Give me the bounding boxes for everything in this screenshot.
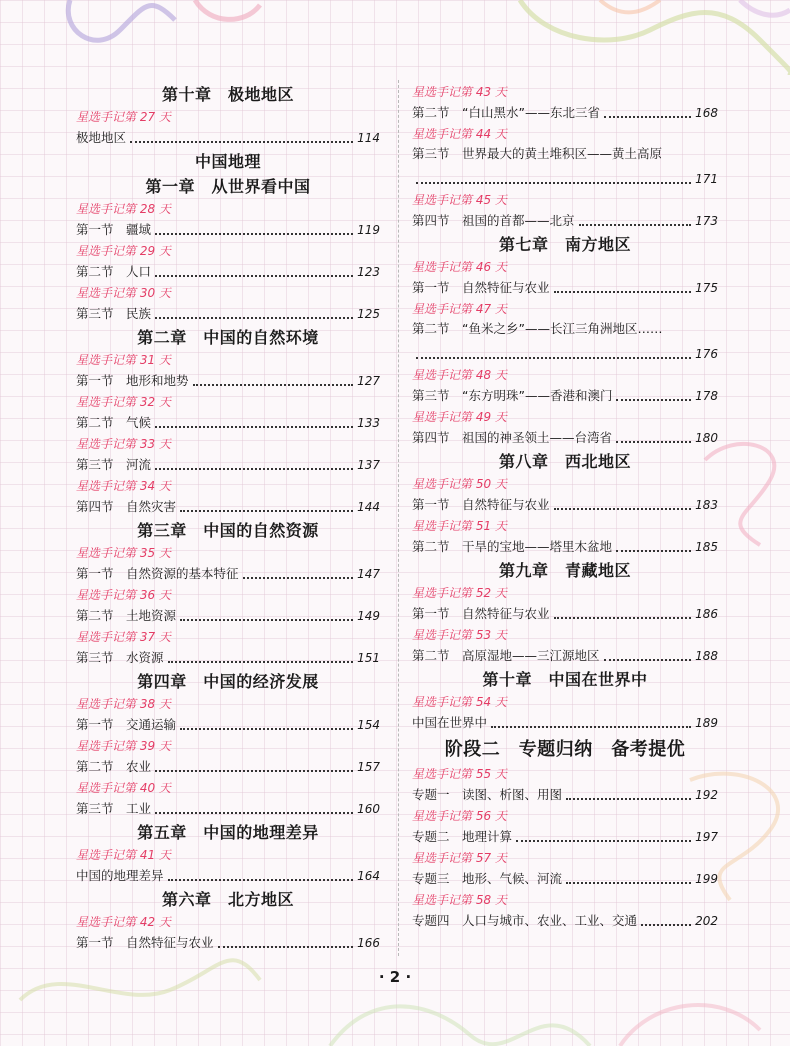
toc-entry-page: 192 bbox=[695, 788, 718, 802]
day-label: 星选手记第 54 天 bbox=[412, 695, 507, 709]
toc-entry-page: 197 bbox=[695, 830, 718, 844]
dot-leader bbox=[604, 659, 692, 661]
dot-leader bbox=[616, 550, 691, 552]
day-label: 星选手记第 57 天 bbox=[412, 851, 507, 865]
dot-leader bbox=[180, 619, 353, 621]
toc-entry-page: 144 bbox=[357, 500, 380, 514]
toc-entry[interactable] bbox=[412, 784, 718, 806]
dot-leader bbox=[554, 291, 692, 293]
toc-entry[interactable] bbox=[412, 427, 718, 449]
toc-entry-title: 第三节 “东方明珠”——香港和澳门 bbox=[412, 388, 613, 403]
toc-entry[interactable] bbox=[412, 102, 718, 124]
chapter-heading: 第三章 中国的自然资源 bbox=[137, 521, 319, 540]
toc-entry-title: 专题三 地形、气候、河流 bbox=[412, 871, 563, 886]
toc-entry-title: 专题一 读图、析图、用图 bbox=[412, 787, 563, 802]
dot-leader bbox=[516, 840, 691, 842]
page-number: · 2 · bbox=[378, 968, 412, 986]
toc-entry-page: 171 bbox=[695, 172, 718, 186]
toc-entry[interactable] bbox=[76, 563, 380, 585]
toc-entry-title: 极地地区 bbox=[76, 130, 127, 145]
day-label: 星选手记第 33 天 bbox=[76, 437, 171, 451]
toc-entry-page: 189 bbox=[695, 716, 718, 730]
dot-leader bbox=[416, 357, 691, 359]
toc-entry-page: 157 bbox=[357, 760, 380, 774]
column-divider bbox=[398, 80, 399, 956]
day-label: 星选手记第 39 天 bbox=[76, 739, 171, 753]
dot-leader bbox=[641, 924, 691, 926]
toc-entry[interactable] bbox=[412, 536, 718, 558]
day-label: 星选手记第 27 天 bbox=[76, 110, 171, 124]
toc-entry[interactable] bbox=[76, 370, 380, 392]
toc-entry-title: 第二节 “白山黑水”——东北三省 bbox=[412, 105, 600, 120]
toc-entry[interactable] bbox=[76, 261, 380, 283]
dot-leader bbox=[155, 317, 353, 319]
toc-entry-title: 专题二 地理计算 bbox=[412, 829, 513, 844]
toc-entry-title: 第四节 祖国的神圣领土——台湾省 bbox=[412, 430, 613, 445]
dot-leader bbox=[155, 426, 353, 428]
toc-entry-page: 185 bbox=[695, 540, 718, 554]
toc-entry-page: 119 bbox=[357, 223, 380, 237]
chapter-heading: 第七章 南方地区 bbox=[498, 235, 631, 254]
day-label: 星选手记第 28 天 bbox=[76, 202, 171, 216]
toc-entry-page: 168 bbox=[695, 106, 718, 120]
chapter-heading: 第六章 北方地区 bbox=[161, 890, 294, 909]
toc-entry-title: 第二节 “鱼米之乡”——长江三角洲地区…… bbox=[412, 321, 663, 336]
toc-entry[interactable] bbox=[76, 127, 380, 149]
day-label: 星选手记第 45 天 bbox=[412, 193, 507, 207]
toc-entry-page: 114 bbox=[357, 131, 380, 145]
toc-entry[interactable] bbox=[76, 303, 380, 325]
toc-entry-title: 中国的地理差异 bbox=[76, 868, 164, 883]
toc-entry-title: 专题四 人口与城市、农业、工业、交通 bbox=[412, 913, 638, 928]
toc-entry-page: 183 bbox=[695, 498, 718, 512]
toc-entry-title: 第三节 世界最大的黄土堆积区——黄土高原 bbox=[412, 146, 663, 161]
dot-leader bbox=[218, 946, 354, 948]
dot-leader bbox=[416, 182, 691, 184]
toc-entry-page: 123 bbox=[357, 265, 380, 279]
toc-entry-title: 第一节 地形和地势 bbox=[76, 373, 189, 388]
chapter-heading: 第二章 中国的自然环境 bbox=[137, 328, 319, 347]
dot-leader bbox=[616, 399, 691, 401]
day-label: 星选手记第 48 天 bbox=[412, 368, 507, 382]
toc-entry[interactable] bbox=[412, 494, 718, 516]
day-label: 星选手记第 55 天 bbox=[412, 767, 507, 781]
toc-entry-page: 199 bbox=[695, 872, 718, 886]
toc-entry-page: 125 bbox=[357, 307, 380, 321]
toc-entry[interactable] bbox=[412, 385, 718, 407]
dot-leader bbox=[155, 812, 353, 814]
toc-entry-title: 第三节 水资源 bbox=[76, 650, 164, 665]
dot-leader bbox=[604, 116, 691, 118]
toc-entry-page: 180 bbox=[695, 431, 718, 445]
day-label: 星选手记第 38 天 bbox=[76, 697, 171, 711]
toc-entry-page: 137 bbox=[357, 458, 380, 472]
toc-entry-title: 第一节 自然资源的基本特征 bbox=[76, 566, 239, 581]
dot-leader bbox=[180, 510, 353, 512]
toc-entry[interactable] bbox=[412, 277, 718, 299]
chapter-heading: 第四章 中国的经济发展 bbox=[137, 672, 319, 691]
day-label: 星选手记第 32 天 bbox=[76, 395, 171, 409]
day-label: 星选手记第 53 天 bbox=[412, 628, 507, 642]
toc-entry[interactable] bbox=[412, 319, 718, 340]
day-label: 星选手记第 34 天 bbox=[76, 479, 171, 493]
day-label: 星选手记第 30 天 bbox=[76, 286, 171, 300]
toc-entry[interactable] bbox=[412, 868, 718, 890]
toc-entry-page: 178 bbox=[695, 389, 718, 403]
chapter-heading: 第五章 中国的地理差异 bbox=[137, 823, 319, 842]
dot-leader bbox=[155, 468, 353, 470]
toc-entry[interactable] bbox=[412, 645, 718, 667]
toc-entry-title: 第一节 交通运输 bbox=[76, 717, 177, 732]
dot-leader bbox=[566, 882, 691, 884]
toc-entry-continuation[interactable] bbox=[412, 165, 718, 190]
day-label: 星选手记第 31 天 bbox=[76, 353, 171, 367]
toc-entry[interactable] bbox=[76, 605, 380, 627]
toc-entry-title: 第一节 自然特征与农业 bbox=[412, 606, 550, 621]
chapter-heading: 第一章 从世界看中国 bbox=[145, 177, 311, 196]
toc-entry-title: 第二节 气候 bbox=[76, 415, 152, 430]
day-label: 星选手记第 29 天 bbox=[76, 244, 171, 258]
toc-entry-page: 186 bbox=[695, 607, 718, 621]
day-label: 星选手记第 42 天 bbox=[76, 915, 171, 929]
toc-entry-page: 173 bbox=[695, 214, 718, 228]
chapter-heading: 第十章 极地地区 bbox=[161, 85, 294, 104]
chapter-heading: 中国地理 bbox=[194, 152, 261, 171]
day-label: 星选手记第 46 天 bbox=[412, 260, 507, 274]
toc-entry-title: 第四节 自然灾害 bbox=[76, 499, 177, 514]
toc-entry-title: 第二节 高原湿地——三江源地区 bbox=[412, 648, 600, 663]
toc-entry[interactable] bbox=[412, 826, 718, 848]
toc-entry[interactable] bbox=[76, 865, 380, 887]
dot-leader bbox=[168, 879, 354, 881]
toc-entry-title: 第一节 自然特征与农业 bbox=[412, 497, 550, 512]
toc-entry-page: 133 bbox=[357, 416, 380, 430]
day-label: 星选手记第 58 天 bbox=[412, 893, 507, 907]
toc-entry-title: 第二节 土地资源 bbox=[76, 608, 177, 623]
toc-entry-page: 164 bbox=[357, 869, 380, 883]
toc-entry[interactable] bbox=[76, 412, 380, 434]
day-label: 星选手记第 36 天 bbox=[76, 588, 171, 602]
dot-leader bbox=[168, 661, 354, 663]
day-label: 星选手记第 56 天 bbox=[412, 809, 507, 823]
toc-entry[interactable] bbox=[76, 219, 380, 241]
toc-entry[interactable] bbox=[412, 910, 718, 932]
toc-left-column bbox=[76, 82, 380, 954]
day-label: 星选手记第 41 天 bbox=[76, 848, 171, 862]
toc-entry-page: 127 bbox=[357, 374, 380, 388]
toc-entry-title: 第四节 祖国的首都——北京 bbox=[412, 213, 575, 228]
toc-entry[interactable] bbox=[76, 454, 380, 476]
toc-entry-title: 第三节 工业 bbox=[76, 801, 152, 816]
toc-entry-page: 202 bbox=[695, 914, 718, 928]
toc-entry-title: 中国在世界中 bbox=[412, 715, 488, 730]
dot-leader bbox=[491, 726, 691, 728]
day-label: 星选手记第 50 天 bbox=[412, 477, 507, 491]
toc-entry-page: 166 bbox=[357, 936, 380, 950]
dot-leader bbox=[193, 384, 354, 386]
toc-entry[interactable] bbox=[412, 210, 718, 232]
toc-entry-page: 154 bbox=[357, 718, 380, 732]
dot-leader bbox=[554, 617, 692, 619]
chapter-heading: 第八章 西北地区 bbox=[498, 452, 631, 471]
toc-entry-title: 第一节 自然特征与农业 bbox=[412, 280, 550, 295]
toc-entry-page: 149 bbox=[357, 609, 380, 623]
chapter-heading: 第十章 中国在世界中 bbox=[482, 670, 648, 689]
dot-leader bbox=[554, 508, 692, 510]
toc-entry-page: 176 bbox=[695, 347, 718, 361]
day-label: 星选手记第 52 天 bbox=[412, 586, 507, 600]
toc-entry-title: 第二节 干旱的宝地——塔里木盆地 bbox=[412, 539, 613, 554]
dot-leader bbox=[566, 798, 691, 800]
toc-entry-title: 第一节 疆域 bbox=[76, 222, 152, 237]
dot-leader bbox=[130, 141, 353, 143]
dot-leader bbox=[243, 577, 354, 579]
toc-entry-page: 147 bbox=[357, 567, 380, 581]
toc-entry-page: 188 bbox=[695, 649, 718, 663]
dot-leader bbox=[180, 728, 353, 730]
toc-entry-title: 第二节 人口 bbox=[76, 264, 152, 279]
day-label: 星选手记第 35 天 bbox=[76, 546, 171, 560]
dot-leader bbox=[155, 233, 353, 235]
toc-entry[interactable] bbox=[76, 932, 380, 954]
toc-entry[interactable] bbox=[76, 647, 380, 669]
toc-entry-title: 第一节 自然特征与农业 bbox=[76, 935, 214, 950]
toc-entry-title: 第三节 河流 bbox=[76, 457, 152, 472]
toc-entry[interactable] bbox=[76, 714, 380, 736]
toc-entry-title: 第三节 民族 bbox=[76, 306, 152, 321]
dot-leader bbox=[616, 441, 691, 443]
day-label: 星选手记第 40 天 bbox=[76, 781, 171, 795]
chapter-heading: 阶段二 专题归纳 备考提优 bbox=[444, 739, 686, 760]
day-label: 星选手记第 43 天 bbox=[412, 85, 507, 99]
dot-leader bbox=[155, 770, 353, 772]
chapter-heading: 第九章 青藏地区 bbox=[498, 561, 631, 580]
toc-entry-continuation[interactable] bbox=[412, 340, 718, 365]
day-label: 星选手记第 51 天 bbox=[412, 519, 507, 533]
toc-entry[interactable] bbox=[412, 603, 718, 625]
dot-leader bbox=[579, 224, 692, 226]
day-label: 星选手记第 44 天 bbox=[412, 127, 507, 141]
toc-entry-page: 160 bbox=[357, 802, 380, 816]
toc-entry[interactable] bbox=[76, 756, 380, 778]
dot-leader bbox=[155, 275, 353, 277]
toc-entry[interactable] bbox=[412, 712, 718, 734]
day-label: 星选手记第 49 天 bbox=[412, 410, 507, 424]
toc-right-column bbox=[412, 82, 718, 932]
toc-entry-page: 151 bbox=[357, 651, 380, 665]
day-label: 星选手记第 37 天 bbox=[76, 630, 171, 644]
day-label: 星选手记第 47 天 bbox=[412, 302, 507, 316]
toc-entry[interactable] bbox=[76, 798, 380, 820]
toc-entry[interactable] bbox=[412, 144, 718, 165]
toc-entry-page: 175 bbox=[695, 281, 718, 295]
toc-entry[interactable] bbox=[76, 496, 380, 518]
toc-entry-title: 第二节 农业 bbox=[76, 759, 152, 774]
